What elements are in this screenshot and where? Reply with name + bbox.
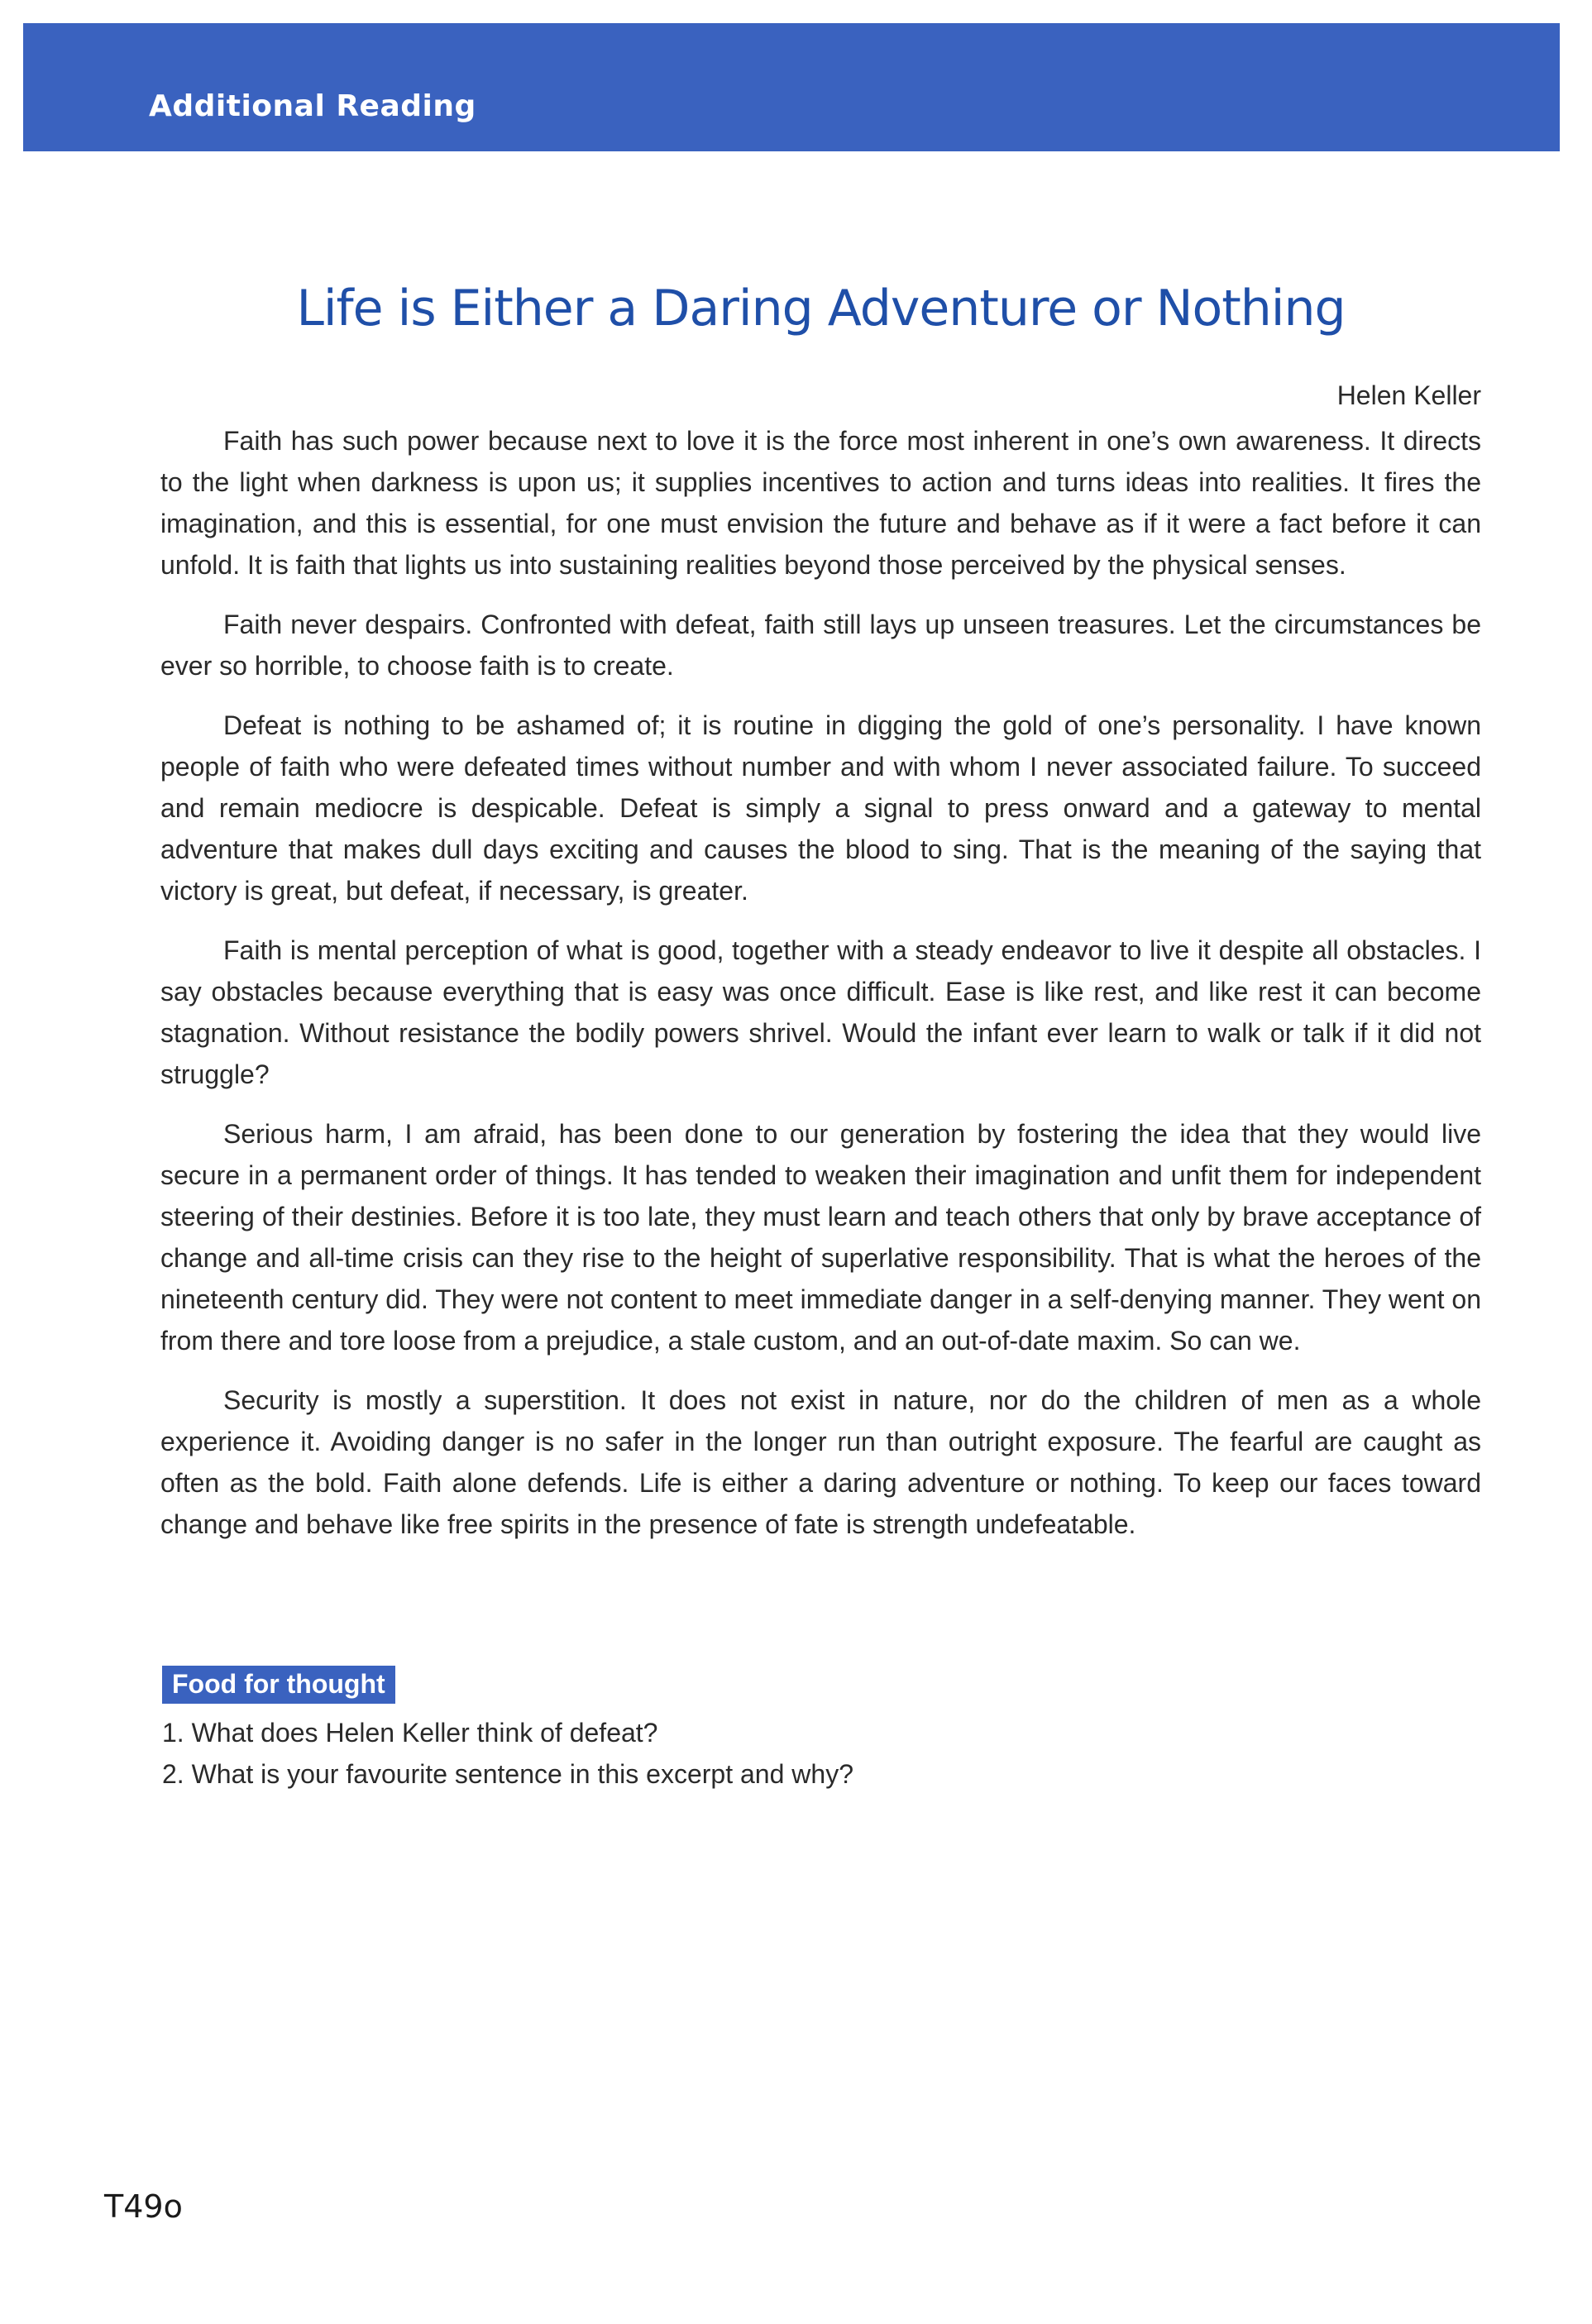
question-item: 2. What is your favourite sentence in this excerpt and why? bbox=[162, 1759, 853, 1789]
article-body bbox=[160, 420, 1481, 1563]
paragraph: Faith has such power because next to love it is the force most inherent in one’s own awareness. It directs to the light when darkness is upon us; it supplies incentives to action and turns ideas into realities. It fires the imagination, and this is essential, for one must envision the future and behave as if it were a fact before it can unfold. It is faith that lights us into sustaining realities beyond those perceived by the physical senses. bbox=[160, 426, 1481, 580]
article-author: Helen Keller bbox=[1336, 380, 1481, 410]
paragraph: Defeat is nothing to be ashamed of; it is routine in digging the gold of one’s personality. I have known people of faith who were defeated times without number and with whom I never associated failure. To succeed and remain mediocre is despicable. Defeat is simply a signal to press onward and a gateway to mental adventure that makes dull days exciting and causes the blood to sing. That is the meaning of the saying that victory is great, but defeat, if necessary, is greater. bbox=[160, 710, 1481, 906]
page-number: T49o bbox=[104, 2188, 183, 2225]
paragraph: Serious harm, I am afraid, has been done to our generation by fostering the idea that they would live secure in a permanent order of things. It has tended to weaken their imagination and unfit them for independent steering of their destinies. Before it is too late, they must learn and teach others that only by brave acceptance of change and all-time crisis can they rise to the height of superlative responsibility. That is what the heroes of the nineteenth century did. They were not content to meet immediate danger in a self-denying manner. They went on from there and tore loose from a prejudice, a stale custom, and an out-of-date maxim. So can we. bbox=[160, 1119, 1481, 1356]
section-banner bbox=[23, 23, 1560, 151]
paragraph: Faith never despairs. Confronted with defeat, faith still lays up unseen treasures. Let the circumstances be ever so horrible, to choose faith is to create. bbox=[160, 610, 1481, 681]
paragraph: Security is mostly a superstition. It does not exist in nature, nor do the children of men as a whole experience it. Avoiding danger is no safer in the longer run than outright exposure. The fearful are caught as often as the bold. Faith alone defends. Life is either a daring adventure or nothing. To keep our faces toward change and behave like free spirits in the presence of fate is strength undefeatable. bbox=[160, 1385, 1481, 1539]
question-item: 1. What does Helen Keller think of defeat? bbox=[162, 1718, 658, 1748]
article-title: Life is Either a Daring Adventure or Nothing bbox=[296, 280, 1346, 337]
paragraph: Faith is mental perception of what is good, together with a steady endeavor to live it despite all obstacles. I say obstacles because everything that is easy was once difficult. Ease is like rest, and like rest it can become stagnation. Without resistance the bodily powers shrivel. Would the infant ever learn to walk or talk if it did not struggle? bbox=[160, 935, 1481, 1089]
question-list bbox=[162, 1712, 853, 1795]
section-label: Additional Reading bbox=[149, 89, 476, 123]
food-for-thought-label: Food for thought bbox=[162, 1666, 395, 1704]
